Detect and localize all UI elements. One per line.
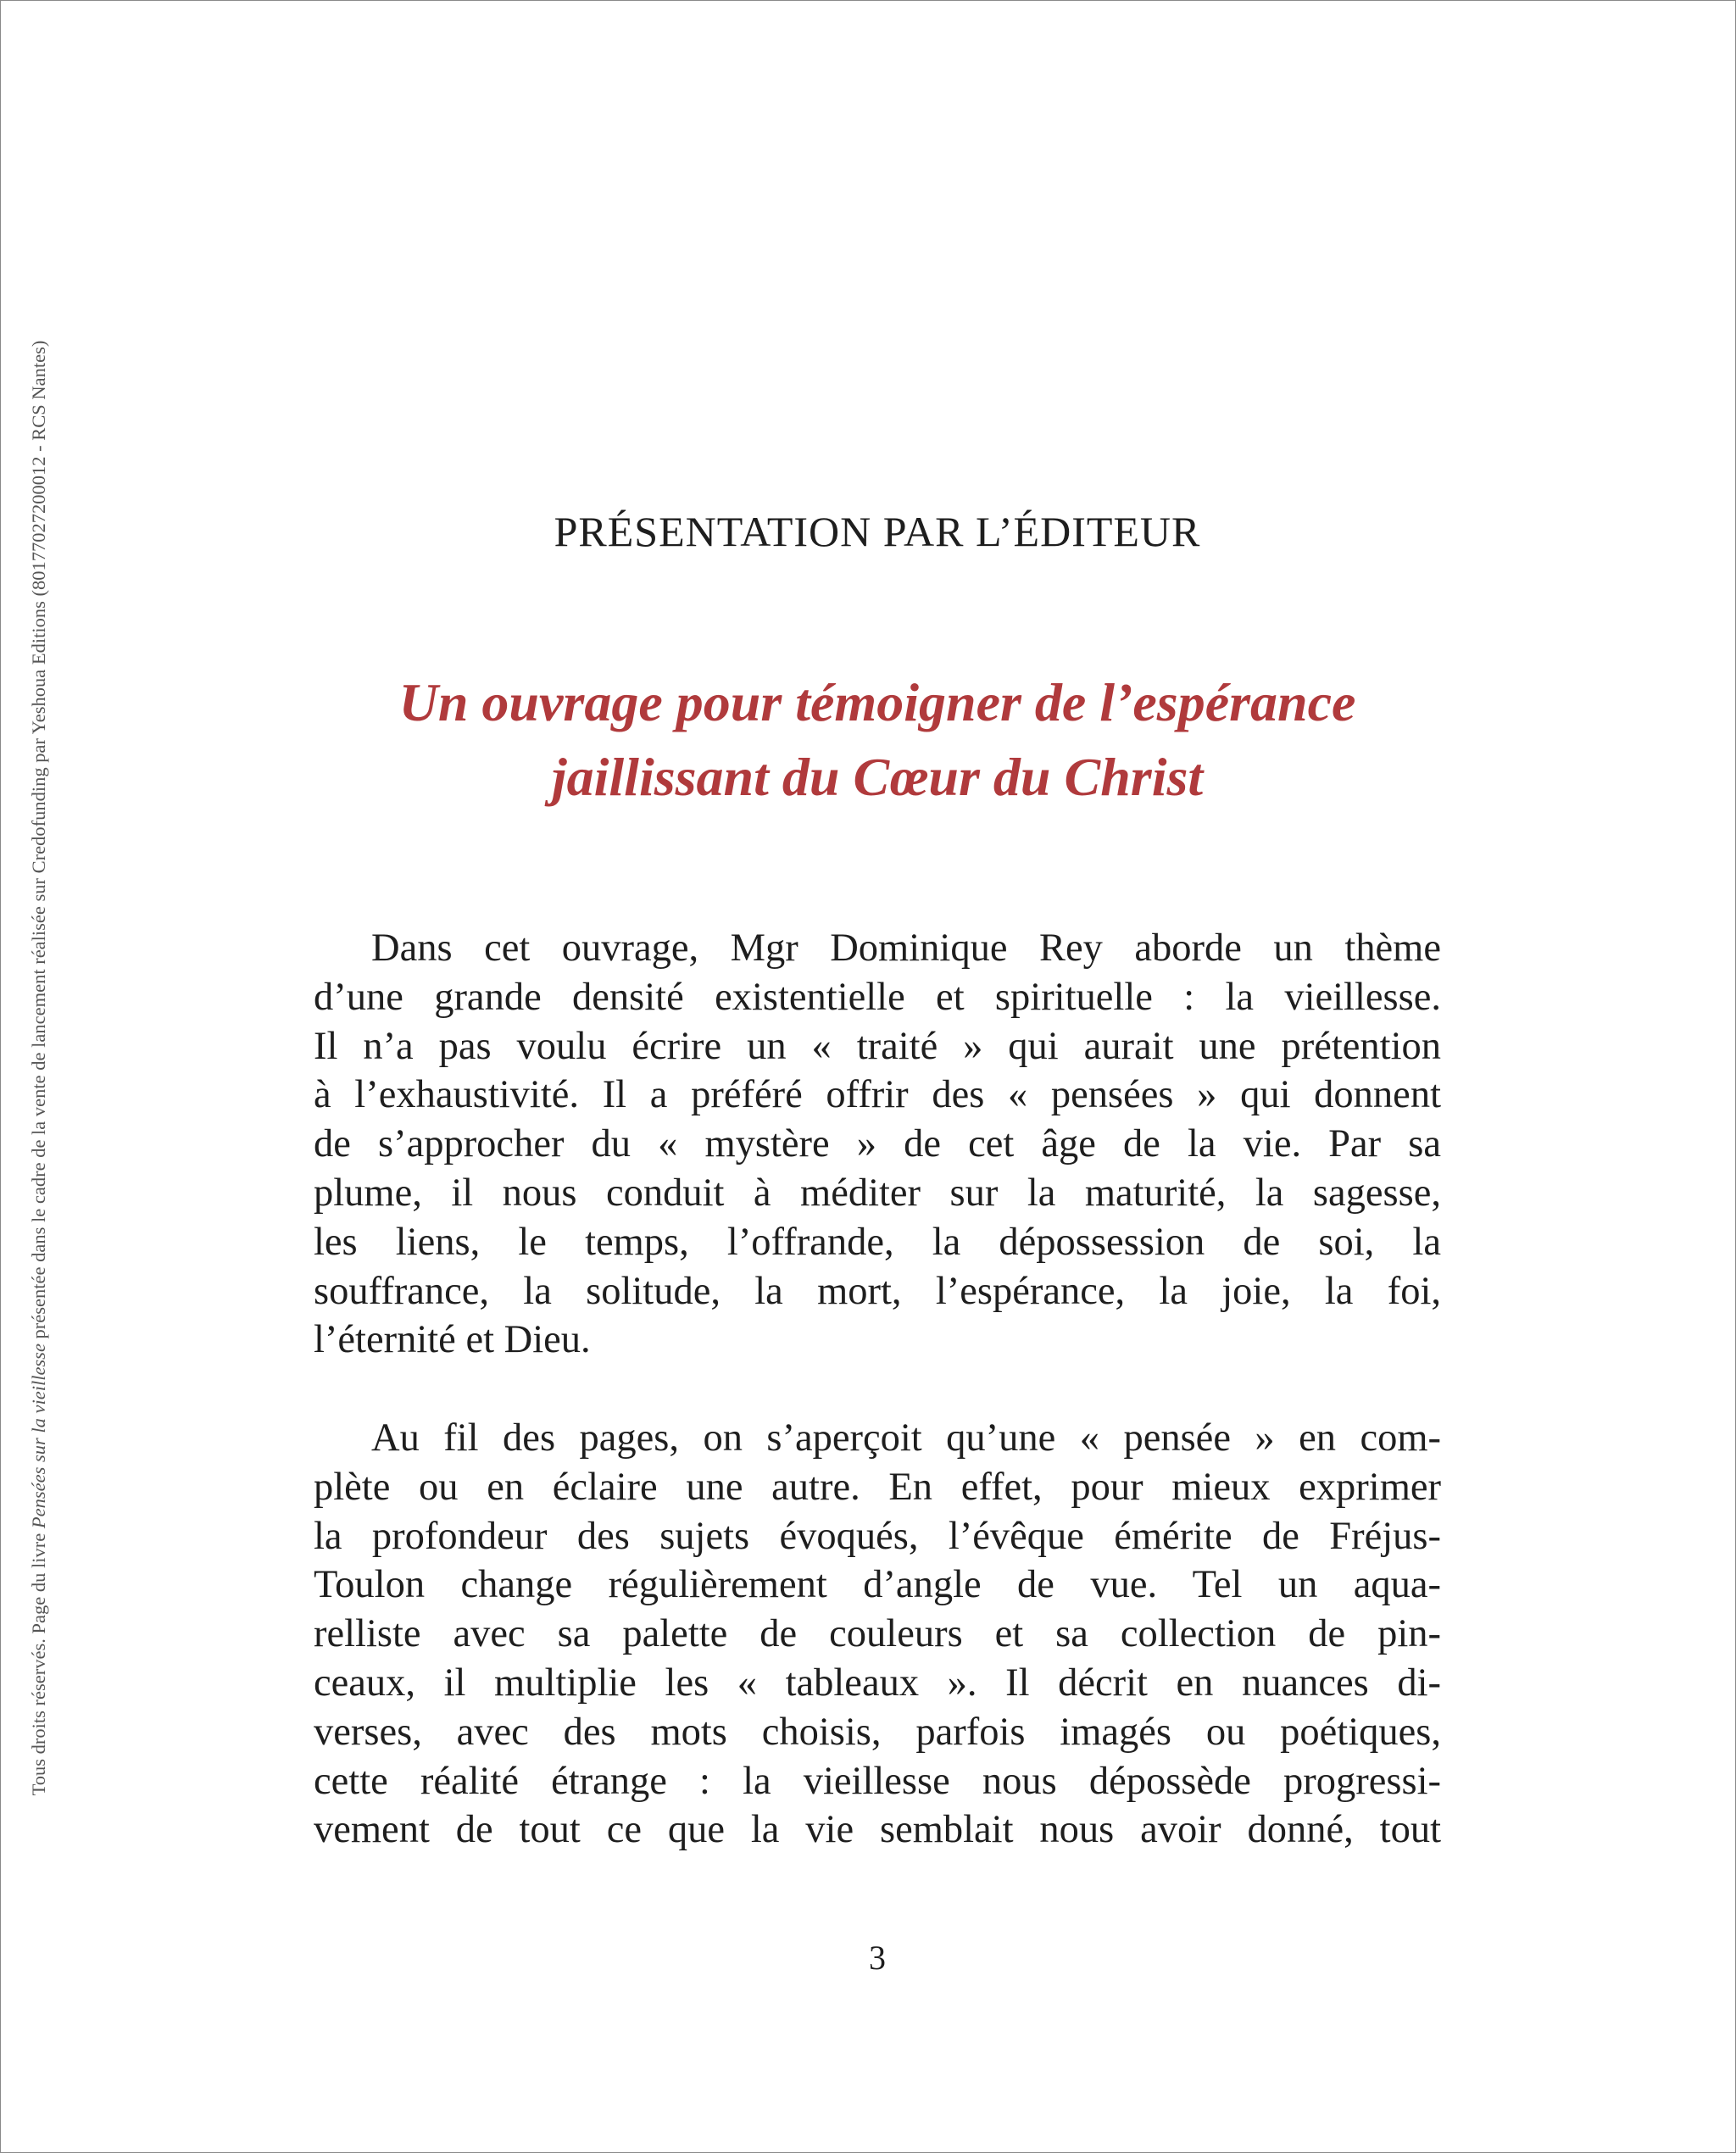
paragraph-1 xyxy=(314,924,1441,1365)
text-line: la profondeur des sujets évoqués, l’évêque émérite de Fréjus- xyxy=(314,1514,1441,1558)
paragraph-2 xyxy=(314,1414,1441,1855)
text-line: relliste avec sa palette de couleurs et sa collection de pin- xyxy=(314,1612,1441,1656)
chapter-title xyxy=(242,665,1513,815)
text-line: plume, il nous conduit à méditer sur la maturité, la sagesse, xyxy=(314,1171,1441,1215)
text-line: l’éternité et Dieu. xyxy=(314,1318,591,1362)
side-note-suffix: présentée dans le cadre de la vente de lancement réalisée sur Credofunding par Yeshoua Editions (80177027200012 - RCS Nantes) xyxy=(28,340,49,1344)
text-line: vement de tout ce que la vie semblait nous avoir donné, tout xyxy=(314,1808,1441,1852)
text-line: Il n’a pas voulu écrire un « traité » qui aurait une prétention xyxy=(314,1024,1441,1068)
copyright-side-note xyxy=(27,51,51,2085)
chapter-title-line-2: jaillissant du Cœur du Christ xyxy=(551,747,1204,807)
page-number: 3 xyxy=(869,1939,886,1977)
text-line: Dans cet ouvrage, Mgr Dominique Rey aborde un thème xyxy=(371,926,1441,970)
text-line: de s’approcher du « mystère » de cet âge de la vie. Par sa xyxy=(314,1122,1441,1166)
side-note-prefix: Tous droits réservés. Page du livre xyxy=(28,1528,49,1796)
section-heading: PRÉSENTATION PAR L’ÉDITEUR xyxy=(554,508,1201,555)
text-line: ceaux, il multiplie les « tableaux ». Il décrit en nuances di- xyxy=(314,1661,1441,1705)
text-line: à l’exhaustivité. Il a préféré offrir des « pensées » qui donnent xyxy=(314,1073,1441,1117)
text-line: les liens, le temps, l’offrande, la dépossession de soi, la xyxy=(314,1220,1441,1264)
text-line: Au fil des pages, on s’aperçoit qu’une « pensée » en com- xyxy=(371,1416,1441,1460)
text-line: souffrance, la solitude, la mort, l’espérance, la joie, la foi, xyxy=(314,1269,1441,1313)
text-line: Toulon change régulièrement d’angle de vue. Tel un aqua- xyxy=(314,1563,1441,1607)
text-line: verses, avec des mots choisis, parfois imagés ou poétiques, xyxy=(314,1710,1441,1754)
body-text xyxy=(314,924,1441,1855)
text-line: cette réalité étrange : la vieillesse nous dépossède progressi- xyxy=(314,1759,1441,1803)
chapter-title-line-1: Un ouvrage pour témoigner de l’espérance xyxy=(398,672,1356,732)
side-note-book-title: Pensées sur la vieillesse xyxy=(28,1344,49,1529)
text-line: d’une grande densité existentielle et spirituelle : la vieillesse. xyxy=(314,975,1441,1019)
text-line: plète ou en éclaire une autre. En effet, pour mieux exprimer xyxy=(314,1465,1441,1509)
